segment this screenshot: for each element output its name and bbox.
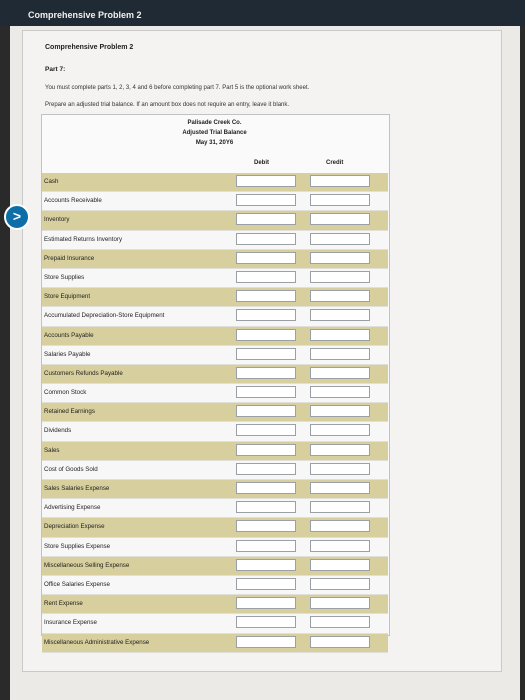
table-row xyxy=(42,422,388,441)
account-name: Inventory xyxy=(44,216,70,224)
account-name: Rent Expense xyxy=(44,600,83,608)
debit-amount-input[interactable] xyxy=(236,309,296,321)
table-row xyxy=(42,576,388,595)
account-name: Cost of Goods Sold xyxy=(44,465,98,473)
credit-amount-input[interactable] xyxy=(310,597,370,609)
expand-nav-button[interactable]: > xyxy=(4,204,30,230)
account-rows xyxy=(42,173,388,653)
account-name: Depreciation Expense xyxy=(44,523,105,531)
credit-column-header: Credit xyxy=(326,160,344,166)
credit-amount-input[interactable] xyxy=(310,616,370,628)
credit-amount-input[interactable] xyxy=(310,252,370,264)
table-row xyxy=(42,346,388,365)
debit-amount-input[interactable] xyxy=(236,482,296,494)
table-row xyxy=(42,384,388,403)
credit-amount-input[interactable] xyxy=(310,501,370,513)
table-row xyxy=(42,538,388,557)
debit-amount-input[interactable] xyxy=(236,501,296,513)
account-name: Accounts Payable xyxy=(44,331,94,339)
debit-amount-input[interactable] xyxy=(236,290,296,302)
debit-amount-input[interactable] xyxy=(236,175,296,187)
credit-amount-input[interactable] xyxy=(310,367,370,379)
table-row xyxy=(42,269,388,288)
debit-amount-input[interactable] xyxy=(236,367,296,379)
account-name: Retained Earnings xyxy=(44,408,95,416)
account-name: Common Stock xyxy=(44,389,87,397)
debit-amount-input[interactable] xyxy=(236,194,296,206)
credit-amount-input[interactable] xyxy=(310,271,370,283)
part-label: Part 7: xyxy=(45,66,66,73)
table-row xyxy=(42,365,388,384)
debit-amount-input[interactable] xyxy=(236,424,296,436)
table-row xyxy=(42,499,388,518)
credit-amount-input[interactable] xyxy=(310,405,370,417)
credit-amount-input[interactable] xyxy=(310,424,370,436)
debit-amount-input[interactable] xyxy=(236,636,296,648)
credit-amount-input[interactable] xyxy=(310,540,370,552)
table-row xyxy=(42,327,388,346)
debit-amount-input[interactable] xyxy=(236,444,296,456)
debit-amount-input[interactable] xyxy=(236,405,296,417)
debit-amount-input[interactable] xyxy=(236,540,296,552)
account-name: Sales xyxy=(44,446,60,454)
credit-amount-input[interactable] xyxy=(310,386,370,398)
account-name: Customers Refunds Payable xyxy=(44,369,123,377)
company-name: Palisade Creek Co. xyxy=(187,120,242,126)
debit-amount-input[interactable] xyxy=(236,271,296,283)
instruction-text-1: You must complete parts 1, 2, 3, 4 and 6 before completing part 7. Part 5 is the optional work sheet. xyxy=(45,85,310,91)
credit-amount-input[interactable] xyxy=(310,520,370,532)
table-row xyxy=(42,442,388,461)
table-row xyxy=(42,307,388,326)
table-row xyxy=(42,480,388,499)
credit-amount-input[interactable] xyxy=(310,348,370,360)
account-name: Cash xyxy=(44,178,59,185)
debit-amount-input[interactable] xyxy=(236,233,296,245)
credit-amount-input[interactable] xyxy=(310,482,370,494)
problem-subtitle: Comprehensive Problem 2 xyxy=(45,44,134,51)
credit-amount-input[interactable] xyxy=(310,329,370,341)
debit-column-header: Debit xyxy=(254,160,269,166)
account-name: Insurance Expense xyxy=(44,619,97,627)
debit-amount-input[interactable] xyxy=(236,386,296,398)
header-bar xyxy=(0,0,525,26)
debit-amount-input[interactable] xyxy=(236,252,296,264)
debit-amount-input[interactable] xyxy=(236,616,296,628)
statement-title: Adjusted Trial Balance xyxy=(182,130,247,136)
statement-date: May 31, 20Y6 xyxy=(195,140,234,146)
table-row xyxy=(42,288,388,307)
account-name: Sales Salaries Expense xyxy=(44,485,110,492)
credit-amount-input[interactable] xyxy=(310,213,370,225)
debit-amount-input[interactable] xyxy=(236,348,296,360)
table-row xyxy=(42,173,388,192)
credit-amount-input[interactable] xyxy=(310,175,370,187)
account-name: Store Equipment xyxy=(44,293,91,301)
account-name: Accounts Receivable xyxy=(44,197,102,205)
credit-amount-input[interactable] xyxy=(310,444,370,456)
page-title: Comprehensive Problem 2 xyxy=(28,10,142,20)
debit-amount-input[interactable] xyxy=(236,597,296,609)
table-row xyxy=(42,518,388,537)
debit-amount-input[interactable] xyxy=(236,578,296,590)
account-name: Miscellaneous Selling Expense xyxy=(44,561,130,569)
table-row xyxy=(42,634,388,653)
credit-amount-input[interactable] xyxy=(310,636,370,648)
credit-amount-input[interactable] xyxy=(310,463,370,475)
table-row xyxy=(42,231,388,250)
table-row xyxy=(42,614,388,633)
account-name: Office Salaries Expense xyxy=(44,580,110,588)
account-name: Prepaid Insurance xyxy=(44,254,95,262)
account-name: Store Supplies xyxy=(44,273,85,281)
debit-amount-input[interactable] xyxy=(236,520,296,532)
statement-heading xyxy=(41,118,388,148)
table-row xyxy=(42,403,388,422)
credit-amount-input[interactable] xyxy=(310,559,370,571)
debit-amount-input[interactable] xyxy=(236,463,296,475)
table-row xyxy=(42,192,388,211)
credit-amount-input[interactable] xyxy=(310,309,370,321)
table-row xyxy=(42,211,388,230)
account-name: Accumulated Depreciation-Store Equipment xyxy=(44,312,165,320)
table-row xyxy=(42,461,388,480)
credit-amount-input[interactable] xyxy=(310,578,370,590)
debit-amount-input[interactable] xyxy=(236,213,296,225)
table-row xyxy=(42,250,388,269)
credit-amount-input[interactable] xyxy=(310,233,370,245)
credit-amount-input[interactable] xyxy=(310,194,370,206)
debit-amount-input[interactable] xyxy=(236,329,296,341)
account-name: Estimated Returns Inventory xyxy=(44,235,123,243)
account-name: Salaries Payable xyxy=(44,350,91,358)
account-name: Store Supplies Expense xyxy=(44,542,111,550)
account-name: Dividends xyxy=(44,427,72,435)
credit-amount-input[interactable] xyxy=(310,290,370,302)
instruction-text-2: Prepare an adjusted trial balance. If an amount box does not require an entry, leave it blank. xyxy=(45,102,290,108)
debit-amount-input[interactable] xyxy=(236,559,296,571)
table-row xyxy=(42,557,388,576)
account-name: Miscellaneous Administrative Expense xyxy=(44,638,150,646)
account-name: Advertising Expense xyxy=(44,504,101,512)
table-row xyxy=(42,595,388,614)
